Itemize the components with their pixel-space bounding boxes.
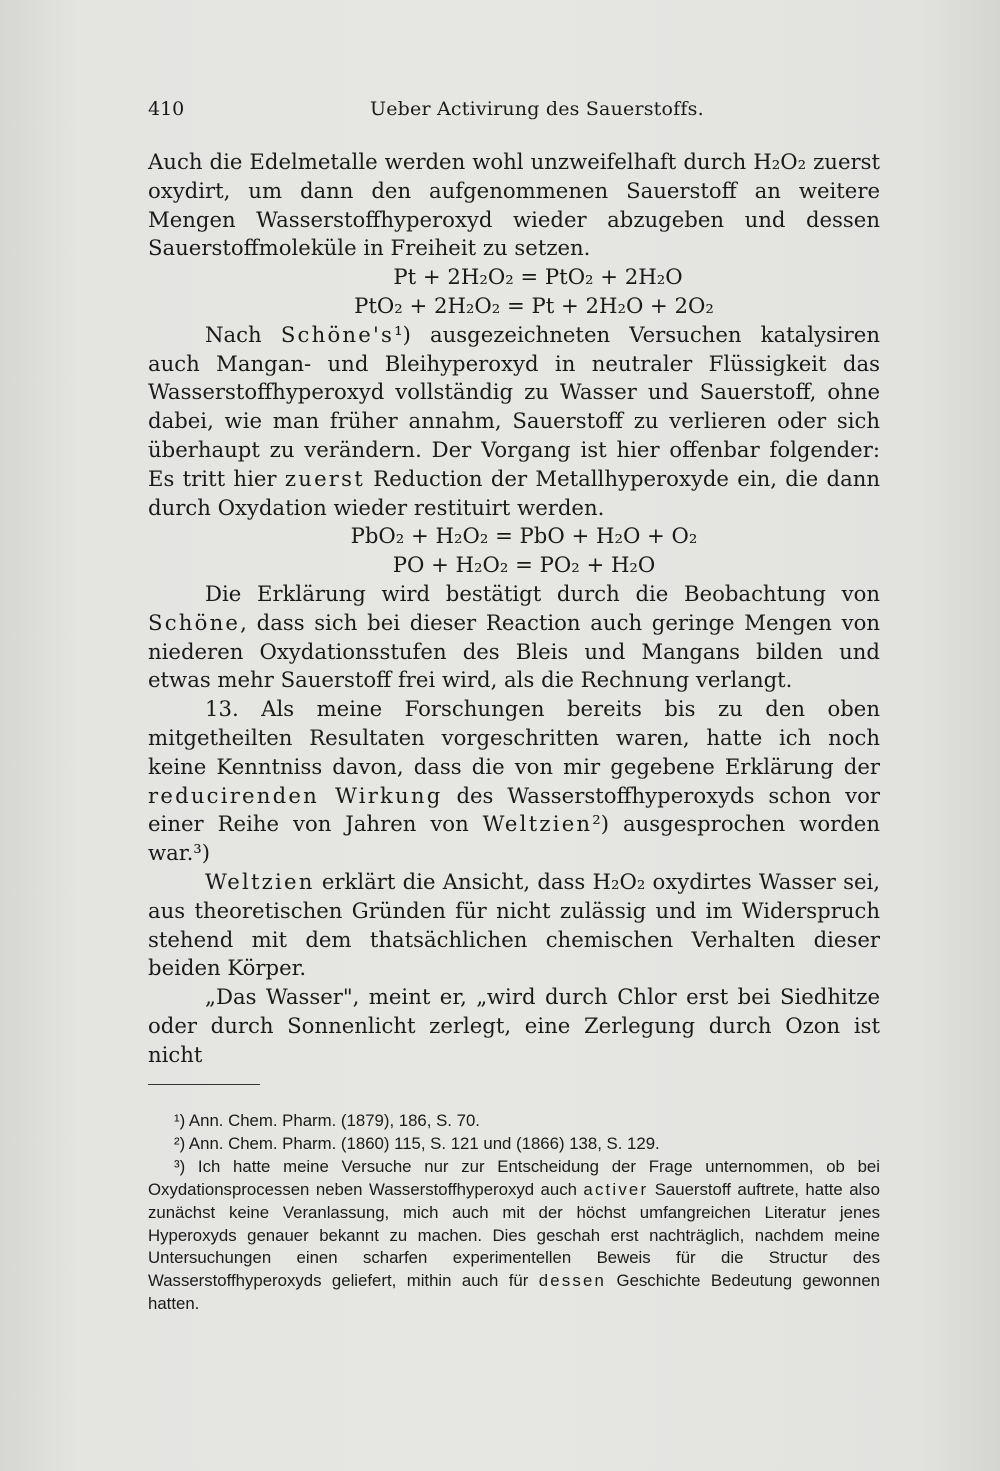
- footnotes: [148, 1110, 880, 1316]
- paragraph-4-text: 13. Als meine Forschungen bereits bis zu den oben mitgetheilten Resultaten vorgeschritten waren, hatte ich noch keine Kenntniss davon, dass die von mir gegebene Erklärung der: [148, 696, 880, 779]
- paragraph-4-text: ausgesprochen worden war.³): [148, 811, 880, 866]
- emphasis-dessen: dessen: [538, 1271, 607, 1291]
- footnote-2: ²) Ann. Chem. Pharm. (1860) 115, S. 121 und (1866) 138, S. 129.: [174, 1133, 660, 1153]
- paragraph-2-text: ausgezeichneten Versuchen katalysiren auch Mangan- und Bleihyperoxyd in neutraler Flüssigkeit das Wasserstoffhyperoxyd vollständig zu Wasser und Sauerstoff, ohne dabei, wie man früher annahm, Sauerstoff zu verlieren oder sich überhaupt zu verändern. Der Vorgang ist hier offenbar folgender: Es tritt hier: [148, 321, 880, 491]
- equation-4: PO + H₂O₂ = PO₂ + H₂O: [392, 552, 656, 578]
- paragraph-3: [148, 580, 880, 695]
- paragraph-2: [148, 321, 880, 523]
- paragraph-5: [148, 868, 880, 983]
- page-number: 410: [148, 98, 185, 120]
- footnote-3-text: Sauerstoff auftrete, hatte also zunächst keine Veranlassung, mich auch mit der höchst umfangreichen Literatur jenes Hyperoxyds genauer bekannt zu machen. Dies geschah erst nachträglich, nachdem meine Untersuchungen einen scharfen experimentellen Beweis für die Structur des Wasserstoffhyperoxyds geliefert, mithin auch für: [148, 1179, 880, 1291]
- body-text: [148, 148, 880, 1070]
- footnote-ref-1: ¹): [394, 321, 411, 347]
- running-header: [148, 98, 880, 128]
- footnote-3-text: Geschichte Bedeutung gewonnen hatten.: [148, 1271, 880, 1314]
- emphasis-reducirenden-wirkung: reducirenden Wirkung: [148, 782, 443, 808]
- paragraph-4: [148, 695, 880, 868]
- equation-3: PbO₂ + H₂O₂ = PbO + H₂O + O₂: [350, 523, 698, 549]
- equation-2: PtO₂ + 2H₂O₂ = Pt + 2H₂O + 2O₂: [354, 292, 714, 318]
- author-name-weltzien: Weltzien: [205, 868, 315, 894]
- paragraph-4-text: des Wasserstoffhyperoxyds schon vor einer Reihe von Jahren von: [148, 782, 880, 837]
- author-name-schoene: Schöne's: [280, 321, 395, 347]
- footnote-rule: [148, 1084, 260, 1085]
- footnote-3-text: ³) Ich hatte meine Versuche nur zur Entscheidung der Frage unternommen, ob bei Oxydationsprocessen neben Wasserstoffhyperoxyd auch: [148, 1156, 880, 1199]
- footnote-ref-2: ²): [592, 811, 610, 837]
- emphasis-zuerst: zuerst: [284, 465, 365, 491]
- paragraph-1: Auch die Edelmetalle werden wohl unzweifelhaft durch H₂O₂ zuerst oxydirt, um dann den aufgenommenen Sauerstoff an weitere Mengen Wasserstoffhyperoxyd wieder abzugeben und dessen Sauerstoffmoleküle in Freiheit zu setzen.: [148, 149, 880, 261]
- paragraph-3-text: , dass sich bei dieser Reaction auch geringe Mengen von niederen Oxydationsstufen des Bleis und Mangans bilden und etwas mehr Sauerstoff frei wird, als die Rechnung verlangt.: [148, 609, 880, 693]
- paragraph-5-text: erklärt die Ansicht, dass H₂O₂ oxydirtes Wasser sei, aus theoretischen Gründen für nicht zulässig und im Widerspruch stehend mit dem thatsächlichen chemischen Verhalten dieser beiden Körper.: [148, 868, 880, 981]
- footnote-3: [148, 1156, 880, 1316]
- author-name-weltzien: Weltzien: [482, 811, 593, 837]
- equation-1: Pt + 2H₂O₂ = PtO₂ + 2H₂O: [393, 264, 683, 290]
- paragraph-3-text: Die Erklärung wird bestätigt durch die Beobachtung von: [205, 580, 880, 606]
- author-name-schoene: Schöne: [148, 609, 241, 635]
- emphasis-activer: activer: [583, 1179, 649, 1199]
- paragraph-6: „Das Wasser", meint er, „wird durch Chlor erst bei Siedhitze oder durch Sonnenlicht zerlegt, eine Zerlegung durch Ozon ist nicht: [148, 984, 880, 1067]
- running-title: Ueber Activirung des Sauerstoffs.: [370, 98, 704, 120]
- footnote-1: ¹) Ann. Chem. Pharm. (1879), 186, S. 70.: [174, 1111, 480, 1130]
- paragraph-2-text: Reduction der Metallhyperoxyde ein, die dann durch Oxydation wieder restituirt werden.: [148, 465, 880, 520]
- paragraph-2-text: Nach: [205, 321, 281, 347]
